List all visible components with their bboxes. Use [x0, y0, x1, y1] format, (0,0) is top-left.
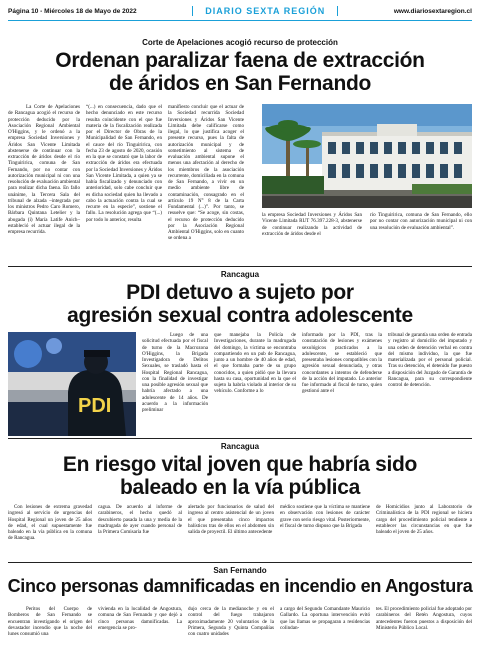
article1-kicker: Corte de Apelaciones acogió recurso de protección [142, 38, 338, 47]
pdi-officer-photo [8, 332, 136, 436]
article2-col3: informado por la PDI, tras la constatación de lesiones y exámenes sexológicos practicados a la adolescente, se estableció que presentaba lesiones compatibles con la agresión sexual denunciada, y otras concordantes a intentos de defenderse de la acción del imputado. Lo anterior fue informado al fiscal de turno, quien gestionó ante el [302, 332, 382, 395]
article-separator-1 [8, 266, 472, 267]
article3-headline-1[interactable]: En riesgo vital joven que habría sido [62, 453, 418, 476]
article3-headline-2[interactable]: baleado en la vía pública [120, 476, 360, 499]
article2-col4: tribunal de garantía una orden de entrada y registro al domicilio del imputado y una orden de detención verbal en contra del mismo individuo, la que fue materializada por el personal policial. Tras su detención, el detenido fue puesto a disposición del Juzgado de Garantía de Rancagua, para su correspondiente control de detención. [388, 332, 472, 388]
article4-col4: a cargo del Segundo Comandante Mauricio Gallardo. La oportuna intervención evitó que las llamas se propagaran a residencias colindan- [280, 606, 370, 631]
article3-kicker: Rancagua [220, 442, 260, 451]
article2-headline-2[interactable]: agresión sexual contra adolescente [67, 304, 413, 327]
website-link[interactable]: www.diariosextaregion.cl [393, 7, 472, 15]
article4-col2: vivienda en la localidad de Angostura, comuna de San Fernando y que dejó a cinco personas damnificadas. La emergencia se pro- [98, 606, 182, 631]
article1-col4: la empresa Sociedad Inversiones y Áridos San Vicente Limitada RUT 76.397.228-3, abstenerse de continuar realizando la actividad de extracción de áridos desde el [262, 212, 362, 237]
building-photo [262, 104, 472, 208]
newspaper-brand[interactable]: DIARIO SEXTA REGIÓN [192, 6, 338, 16]
pdi-badge-text: PDI [78, 395, 112, 417]
article4-kicker: San Fernando [213, 566, 267, 575]
article1-col5: río Tinguiririca, comuna de San Fernando, ello por no contar con autorización municipal ni con una resolución de evaluación ambiental”. [370, 212, 472, 231]
article3-col5: de Homicidios junto al Laboratorio de Criminalística de la PDI regional se hiciera cargo del procedimiento policial tendiente a establecer las circunstancias en que fue baleado el joven de 25 años. [376, 504, 472, 535]
article-separator-2 [8, 438, 472, 439]
article1-col2: “(...) en consecuencia, dado que el hecho denunciado en este recurso resulta coincidente con el que fue materia de la fiscalización realizada por el Director de Obras de la Municipalidad de San Fernando, en el cauce del río Tinguiririca, con fecha 23 de agosto de 2020, ocasión en la que se constató que la labor de extracción de áridos era efectuada por la Sociedad Inversiones y Áridos San Vicente Limitada, a quien ya se había fiscalizado y denunciado con anterioridad, solo cabe concluir que es dicha sociedad quien ha llevado a cabo la actuación contra la cual se recurre en la especie”, sostiene el fallo. La resolución agrega que “(...) por todo lo anterior, resulta [86, 104, 162, 223]
article1-col1: La Corte de Apelaciones de Rancagua acogió el recurso de protección deducido por la Asociación Regional Ambiental O'Higgins, y le ordenó a la empresa Sociedad Inversiones y Áridos San Vicente Limitada abstenerse de continuar con la extracción de áridos desde el río Tinguiririca, comuna de San Fernando, por no contar con autorización municipal ni con una resolución de evaluación ambiental para realizar dicha faena. En fallo unánime, la Tercera Sala del tribunal de alzada –integrada por los ministros Pedro Caro Romero, Bárbara Quintana Letelier y la abogada (i) María Latife Anich– estableció el actuar ilegal de la empresa recurrida. [8, 104, 80, 235]
article4-col5: tes. El procedimiento policial fue adoptado por carabineros del Retén Angostura, cuyos antecedentes fueron puestos a disposición del Ministerio Público Local. [376, 606, 472, 631]
article3-col4: médico sostiene que la víctima se mantiene en observación con lesiones de carácter grave con serio riesgo vital. Posteriormente, el fiscal de turno dispuso que la Brigada [280, 504, 370, 529]
article3-col1: Con lesiones de extrema gravedad ingresó al servicio de urgencias del Hospital Regional un joven de 25 años de edad, el cual supuestamente fue baleado en la vía pública en la comuna de Rancagua. [8, 504, 92, 542]
article-separator-3 [8, 562, 472, 563]
page-header [8, 4, 472, 18]
article2-col2: que manejaba la Policía de Investigaciones, durante la madrugada del domingo, la víctima se encontraba compartiendo en un pub de Rancagua, junto a un hombre de 40 años de edad, el que formaba parte de su grupo conocidos, a quien pidió que la llevara hasta su casa, oportunidad en la que el sujeto la habría violado al interior de su vehículo. Conforme a lo [214, 332, 296, 395]
article3-col2: cagua. De acuerdo al informe de carabineros, el hecho quedó al descubierto pasada la una y media de la madrugada de ayer cuando personal de la Primera Comisaría fue [98, 504, 182, 535]
page-date: Página 10 - Miércoles 18 de Mayo de 2022 [8, 7, 137, 15]
article2-headline-1[interactable]: PDI detuvo a sujeto por [126, 281, 354, 304]
header-rule [8, 20, 472, 21]
article1-headline-1[interactable]: Ordenan paralizar faena de extracción [55, 49, 425, 72]
article2-kicker: Rancagua [220, 270, 260, 279]
article1-headline-2[interactable]: de áridos en San Fernando [108, 72, 372, 95]
article4-col1: Peritos del Cuerpo de Bomberos de San Fernando se encuentran investigando el origen del devastador incendio que la noche del lunes consumió una [8, 606, 92, 637]
article1-col3: manifiesto concluir que el actuar de la Sociedad recurrida Sociedad Inversiones y Áridos San Vicente Limitada debe calificarse como ilegal, lo que justifica acoger el presente recurso, pues la falta de autorización municipal y de sometimiento al sistema de evaluación ambiental supone el menos una afectación al derecho de los miembros de la asociación recurrente, domiciliada en la comuna de San Fernando, a vivir en un medio ambiente libre de contaminación, consagrado en el artículo 19 N° 8 de la Carta Fundamental (...)”. Por tanto, se resuelve que: “Se acoge, sin costas, el recurso de protección deducido por la Asociación Regional Ambiental O'Higgins, solo en cuanto se ordena a [168, 104, 244, 242]
article4-headline[interactable]: Cinco personas damnificadas en incendio en Angostura [7, 576, 473, 596]
article3-col3: alertado por funcionarios de salud del ingreso al centro asistencial de un joven el que presentaba cinco impactos balísticos tras de ellos en el abdomen sin salida de proyectil. El último antecedente [188, 504, 274, 535]
article2-col1: Luego de una solicitud efectuada por el fiscal de turno de la Macrozona O'Higgins, la Brigada Investigadora de Delitos Sexuales, se trasladó hasta el Hospital Regional Rancagua, con la finalidad de investigar una posible agresión sexual que habría afectado a una adolescente de 14 años. De acuerdo a la información preliminar [142, 332, 208, 413]
article4-col3: dujo cerca de la medianoche y en el control del fuego trabajaron aproximadamente 20 voluntarios de la Primera, Segunda y Quinta Compañías con cuatro unidades [188, 606, 274, 637]
